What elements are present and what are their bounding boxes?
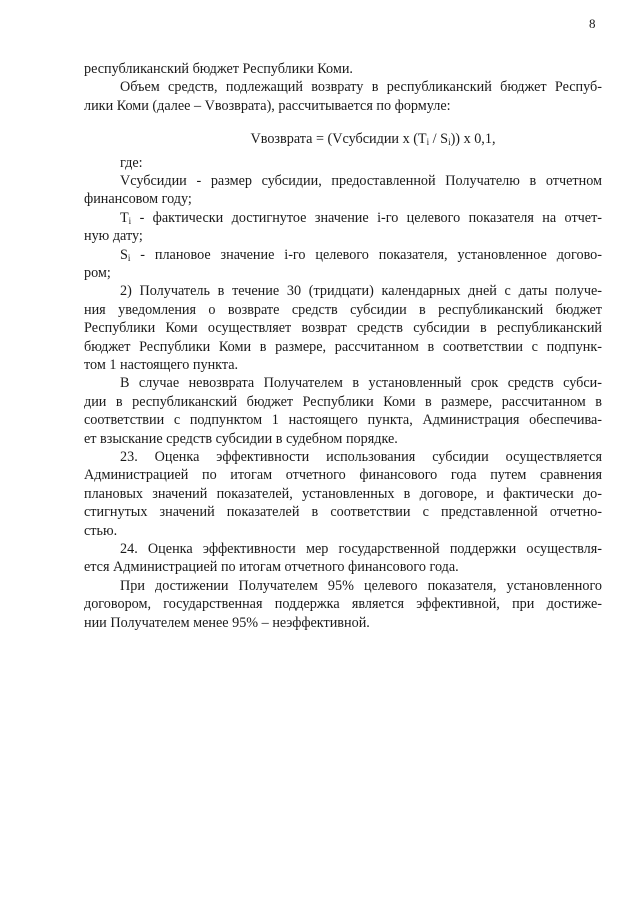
- symbol-sub: i: [128, 215, 132, 226]
- text-line: Республики Коми осуществляет возврат средств субсидии в республиканский: [84, 320, 602, 337]
- text-line: нии Получателем менее 95% – неэффективной.: [84, 614, 370, 631]
- symbol-s: S: [120, 246, 128, 263]
- text-line: лики Коми (далее – Vвозврата), рассчитывается по формуле:: [84, 97, 451, 114]
- text-line: договором, государственная поддержка является эффективной, при достиже-: [84, 596, 602, 613]
- text-fragment: - плановое значение i-го целевого показателя, установленное догово-: [130, 246, 602, 263]
- text-line: Администрацией по итогам отчетного финансового года путем сравнения: [84, 467, 602, 484]
- text-line: стью.: [84, 522, 118, 539]
- text-fragment: - фактически достигнутое значение i-го целевого показателя на отчет-: [131, 209, 602, 226]
- text-line: ется Администрацией по итогам отчетного финансового года.: [84, 559, 459, 576]
- text-line: Объем средств, подлежащий возврату в республиканский бюджет Респуб-: [120, 79, 602, 96]
- text-line: 24. Оценка эффективности мер государственной поддержки осуществля-: [120, 540, 602, 557]
- text-line: 2) Получатель в течение 30 (тридцати) календарных дней с даты получе-: [120, 283, 602, 300]
- page-number: 8: [589, 16, 596, 31]
- text-line: При достижении Получателем 95% целевого показателя, установленного: [120, 577, 602, 594]
- text-line: ет взыскание средств субсидии в судебном порядке.: [84, 430, 398, 447]
- text-line: ния уведомления о возврате средств субсидии в республиканский бюджет: [84, 301, 602, 318]
- text-line: том 1 настоящего пункта.: [84, 356, 239, 373]
- formula: [144, 130, 602, 148]
- text-line: республиканский бюджет Республики Коми.: [84, 61, 353, 77]
- text-line: 23. Оценка эффективности использования субсидии осуществляется: [120, 448, 602, 465]
- document-body: [84, 60, 602, 632]
- text-line: плановых значений показателей, установленных в договоре, и фактически до-: [84, 485, 602, 502]
- text-line: [84, 209, 602, 227]
- symbol-sub: i: [127, 252, 131, 263]
- text-line: стигнутых значений показателей в соответствии с представленной отчетно-: [84, 504, 602, 521]
- formula-rhs: )) x 0,1,: [450, 131, 496, 148]
- text-line: В случае невозврата Получателем в установленный срок средств субси-: [120, 375, 602, 392]
- formula-sub: i: [448, 137, 451, 148]
- text-line: Vсубсидии - размер субсидии, предоставленной Получателю в отчетном: [120, 173, 602, 190]
- text-line: где:: [120, 154, 143, 171]
- formula-lhs: Vвозврата = (Vсубсидии x (T: [250, 131, 427, 148]
- text-line: ную дату;: [84, 228, 143, 245]
- text-line: финансовом году;: [84, 191, 192, 208]
- formula-mid: / S: [429, 131, 449, 148]
- text-line: [84, 246, 602, 264]
- text-line: ром;: [84, 265, 111, 281]
- symbol-t: T: [120, 209, 129, 226]
- formula-sub: i: [426, 137, 430, 148]
- text-line: бюджет Республики Коми в размере, рассчитанном в соответствии с подпунк-: [84, 338, 602, 355]
- text-line: дии в республиканский бюджет Республики Коми в размере, рассчитанном в: [84, 393, 602, 410]
- text-line: соответствии с подпунктом 1 настоящего пункта, Администрация обеспечива-: [84, 412, 602, 429]
